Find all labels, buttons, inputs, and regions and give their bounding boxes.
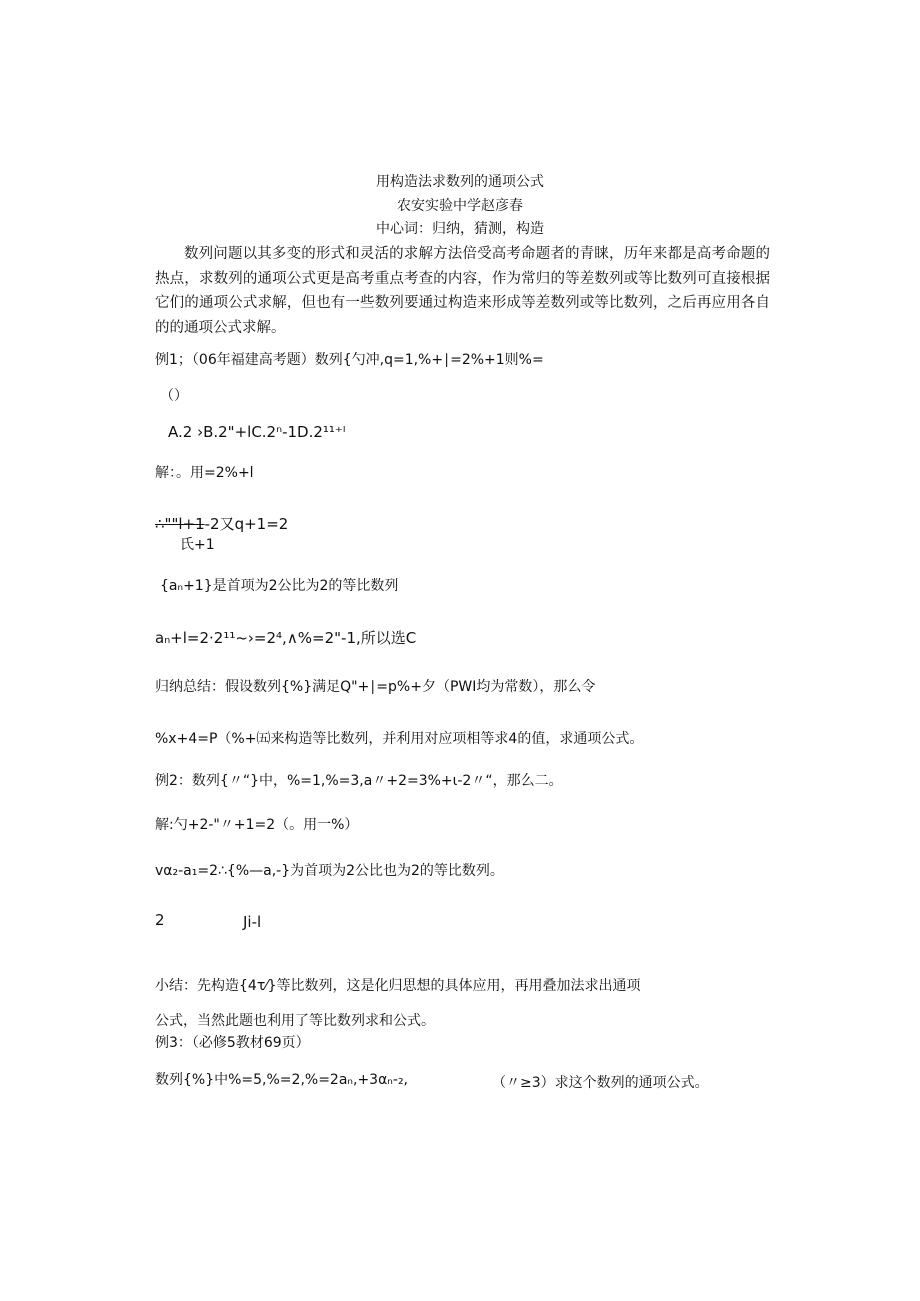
summary1-line2: %x+4=P（%+㈤来构造等比数列，并利用对应项相等求4的值，求通项公式。: [155, 731, 644, 747]
intro-paragraph: 数列问题以其多变的形式和灵活的求解方法倍受高考命题者的青睐，历年来都是高考命题的热点，求数列的通项公式更是高考重点考查的内容，作为常归的等差数列或等比数列可直接根据它们的通项公式求解，但也有一些数列要通过构造来形成等差数列或等比数列，之后再应用各自的的通项公式求解。: [155, 246, 770, 336]
example1-solution-line1: 解：。用=2%+l: [155, 465, 254, 481]
example3-statement-right: （〃≥3）求这个数列的通项公式。: [492, 1075, 709, 1091]
example1-answer-paren: （）: [160, 388, 188, 404]
strikethrough-text: ∴""l+1: [155, 515, 205, 533]
example1-question: 例1；（06年福建高考题）数列{勺冲,q=1,%+∣=2%+1则%=: [155, 352, 544, 368]
example1-solution-line5: aₙ+l=2·2¹¹~›=2⁴,∧%=2"-1,所以选C: [155, 629, 417, 647]
example2-solution-line1: 解:勺+2-"〃+1=2（。用一%）: [155, 817, 359, 833]
example2-fragment-left: 2: [155, 911, 165, 929]
summary2-line2: 公式，当然此题也利用了等比数列求和公式。: [155, 1013, 435, 1029]
example1-options: A.2 ›B.2"+lC.2ⁿ-1D.2¹¹⁺ˡ: [168, 423, 346, 441]
example1-solution-line4: {aₙ+1}是首项为2公比为2的等比数列: [160, 578, 399, 594]
example2-fragment-right: Ji-l: [243, 913, 262, 931]
example3-question: 例3：（必修5教材69页）: [155, 1035, 310, 1051]
example1-solution-line3: 氏+1: [180, 537, 215, 553]
summary2-line1: 小结：先构造{4τ⁄}等比数列，这是化归思想的具体应用，再用叠加法求出通项: [155, 978, 641, 994]
example3-statement-left: 数列{%}中%=5,%=2,%=2aₙ,+3αₙ-₂,: [155, 1072, 409, 1088]
example2-question: 例2：数列{〃“}中，%=1,%=3,a〃+2=3%+ι-2〃“，那么二。: [155, 773, 563, 789]
doc-title: 用构造法求数列的通项公式: [376, 174, 544, 190]
example2-solution-line2: vα₂-a₁=2∴{%—a,-}为首项为2公比也为2的等比数列。: [155, 863, 504, 879]
doc-keywords: 中心词：归纳，猜测，构造: [376, 221, 544, 237]
doc-author: 农安实验中学赵彦春: [397, 198, 523, 214]
example1-solution-line2: [155, 514, 288, 534]
example1-solution-line2-rest: -2又q+1=2: [204, 515, 289, 533]
summary1-line1: 归纳总结：假设数列{%}满足Q"+∣=p%+夕（PWI均为常数），那么令: [155, 679, 596, 695]
